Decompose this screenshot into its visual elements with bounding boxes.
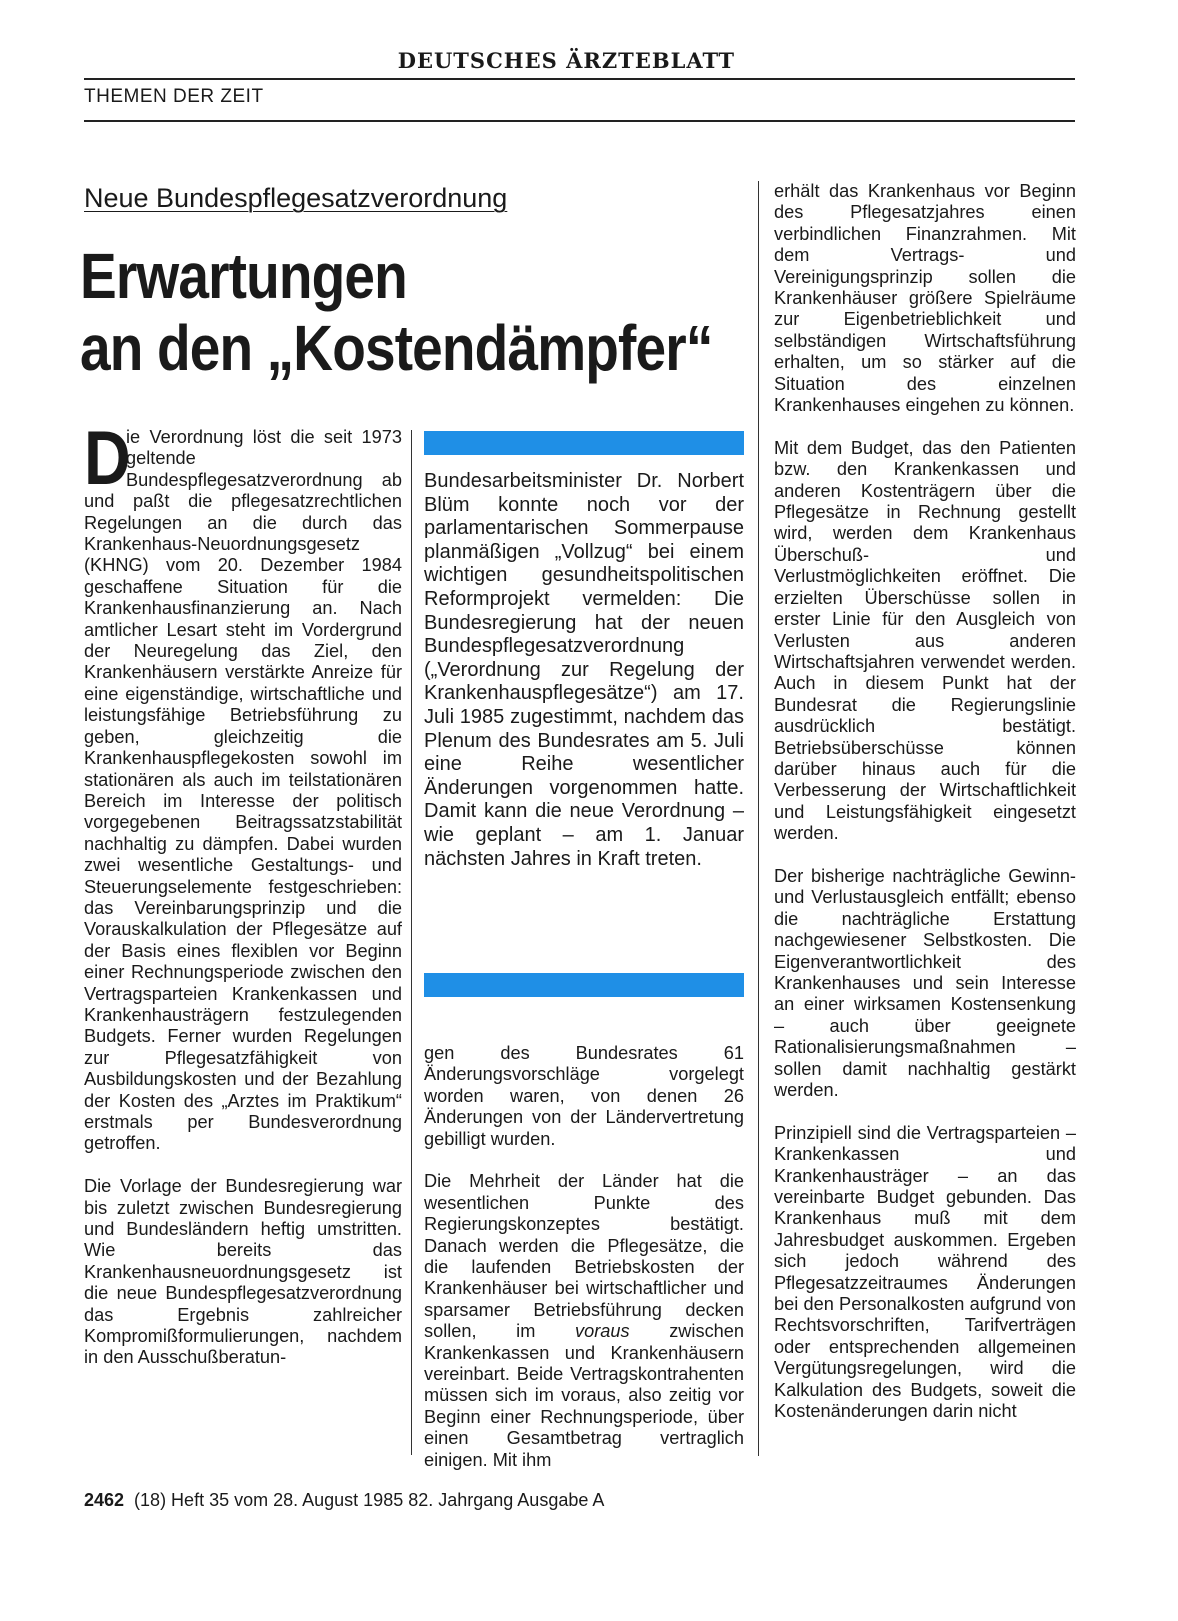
- paragraph: gen des Bundesrates 61 Änderungsvorschläge vorgelegt worden waren, von denen 26 Änderungen von der Ländervertretung gebilligt wurden.: [424, 1043, 744, 1149]
- paragraph: Mit dem Budget, das den Patienten bzw. den Krankenkassen und anderen Kostenträgern über die Pflegesätze in Rechnung gestellt wird, werden dem Krankenhaus Überschuß- und Verlustmöglichkeiten eröffnet. Die erzielten Überschüsse sollen in erster Linie für den Ausgleich von Verlusten aus anderen Wirtschaftsjahren verwendet werden. Auch in diesem Punkt hat der Bundesrat die Regierungslinie ausdrücklich bestätigt. Betriebsüberschüsse können darüber hinaus auch für die Verbesserung der Wirtschaftlichkeit und Leistungsfähigkeit eingesetzt werden.: [774, 437, 1076, 844]
- header-rule: [84, 120, 1075, 122]
- paragraph-text: zwischen Krankenkassen und Krankenhäusern vereinbart. Beide Vertragskontrahenten müssen sich im voraus, also zeitig vor Beginn einer Rechnungsperiode, über einen Gesamtbetrag vertraglich einigen. Mit ihm: [424, 1321, 745, 1470]
- column-divider-1: [411, 430, 412, 1455]
- section-label: THEMEN DER ZEIT: [84, 86, 264, 107]
- emphasis: voraus: [575, 1321, 630, 1342]
- article-column-3: [774, 181, 1076, 1444]
- paragraph: Der bisherige nachträgliche Gewinn- und Verlustausgleich entfällt; ebenso die nachträgliche Erstattung nachgewiesener Selbstkosten. Die Eigenverantwortlichkeit des Krankenhauses und sein Interesse an einer wirksamen Kostensenkung – auch über geeignete Rationalisierungsmaßnahmen – sollen damit nachhaltig gestärkt werden.: [774, 865, 1076, 1101]
- article-column-1: [84, 416, 402, 1390]
- paragraph: Prinzipiell sind die Vertragsparteien – Krankenkassen und Krankenhausträger – an das vereinbarte Budget gebunden. Das Krankenhaus muß mit dem Jahresbudget auskommen. Ergeben sich jedoch während des Pflegesatzzeitraumes Änderungen bei den Personalkosten aufgrund von Rechtsvorschriften, Tarifverträgen oder entsprechenden allgemeinen Vergütungsregelungen, wird die Kalkulation des Budgets, soweit die Kostenänderungen darin nicht: [774, 1122, 1076, 1422]
- masthead: [84, 48, 1075, 80]
- accent-bar-top: [424, 431, 744, 455]
- lead-paragraph: Bundesarbeitsminister Dr. Norbert Blüm konnte noch vor der parlamentarischen Sommerpause planmäßigen „Vollzug“ bei einem wichtigen gesundheitspolitischen Reformprojekt vermelden: Die Bundesregierung hat der neuen Bundespflegesatzverordnung („Verordnung zur Regelung der Krankenhauspflegesätze“) am 17. Juli 1985 zugestimmt, nachdem das Plenum des Bundesrates am 5. Juli eine Reihe wesentlicher Änderungen vorgenommen hatte. Damit kann die neue Verordnung – wie geplant – am 1. Januar nächsten Jahres in Kraft treten.: [424, 470, 744, 870]
- paragraph: [84, 416, 402, 1155]
- paragraph-text: Die Mehrheit der Länder hat die wesentlichen Punkte des Regierungskonzeptes bestätigt. Danach werden die Pflegesätze, die die laufenden Betriebskosten der Krankenhäuser bei wirtschaftlicher und sparsamer Betriebsführung decken sollen, im: [424, 1171, 744, 1342]
- column-divider-2: [758, 181, 759, 1456]
- page-number: 2462: [84, 1490, 125, 1510]
- page-footer: [84, 1490, 604, 1511]
- drop-cap: D: [84, 416, 131, 501]
- accent-bar-bottom: [424, 973, 744, 997]
- headline-line-1: Erwartungen: [80, 240, 407, 312]
- article-kicker: Neue Bundespflegesatzverordnung: [84, 183, 508, 213]
- headline-line-2: an den „Kostendämpfer“: [80, 312, 713, 384]
- article-column-2: [424, 1043, 744, 1493]
- article-lead-box: [424, 470, 744, 892]
- article-headline: [80, 240, 713, 384]
- paragraph: erhält das Krankenhaus vor Beginn des Pflegesatzjahres einen verbindlichen Finanzrahmen. Mit dem Vertrags- und Vereinigungsprinzip sollen die Krankenhäuser größere Spielräume zur Eigenbetrieblichkeit und selbständigen Wirtschaftsführung erhalten, um so stärker auf die Situation des einzelnen Krankenhauses eingehen zu können.: [774, 181, 1076, 416]
- issue-info: (18) Heft 35 vom 28. August 1985 82. Jahrgang Ausgabe A: [134, 1490, 605, 1510]
- paragraph-text: ie Verordnung löst die seit 1973 geltende Bundespflegesatzverordnung ab und paßt die pflegesatzrechtlichen Regelungen an die durch das Krankenhaus-Neuordnungsgesetz (KHNG) vom 20. Dezember 1984 geschaffene Situation für die Krankenhausfinanzierung an. Nach amtlicher Lesart steht im Vordergrund der Neuregelung das Ziel, den Krankenhäusern verstärkte Anreize für eine eigenständige, wirtschaftliche und leistungsfähige Betriebsführung zu geben, gleichzeitig die Krankenhauspflegekosten sowohl im stationären als auch im teilstationären Bereich im Interesse der politisch vorgegebenen Beitragssatzstabilität nachhaltig zu dämpfen. Dabei wurden zwei wesentliche Gestaltungs- und Steuerungselemente festgeschrieben: das Vereinbarungsprinzip und die Vorauskalkulation der Pflegesätze auf der Basis eines flexiblen vor Beginn einer Rechnungsperiode zwischen den Vertragsparteien Krankenkassen und Krankenhausträgern festzulegenden Budgets. Ferner wurden Regelungen zur Pflegesatzfähigkeit von Ausbildungskosten und der Bezahlung der Kosten des „Arztes im Praktikum“ erstmals per Bundesverordnung getroffen.: [84, 427, 402, 1154]
- paragraph: [424, 1171, 744, 1471]
- paragraph: Die Vorlage der Bundesregierung war bis zuletzt zwischen Bundesregierung und Bundesländern heftig umstritten. Wie bereits das Krankenhausneuordnungsgesetz ist die neue Bundespflegesatzverordnung das Ergebnis zahlreicher Kompromißformulierungen, nachdem in den Ausschußberatun-: [84, 1176, 402, 1368]
- masthead-title: DEUTSCHES ÄRZTEBLATT: [397, 48, 735, 73]
